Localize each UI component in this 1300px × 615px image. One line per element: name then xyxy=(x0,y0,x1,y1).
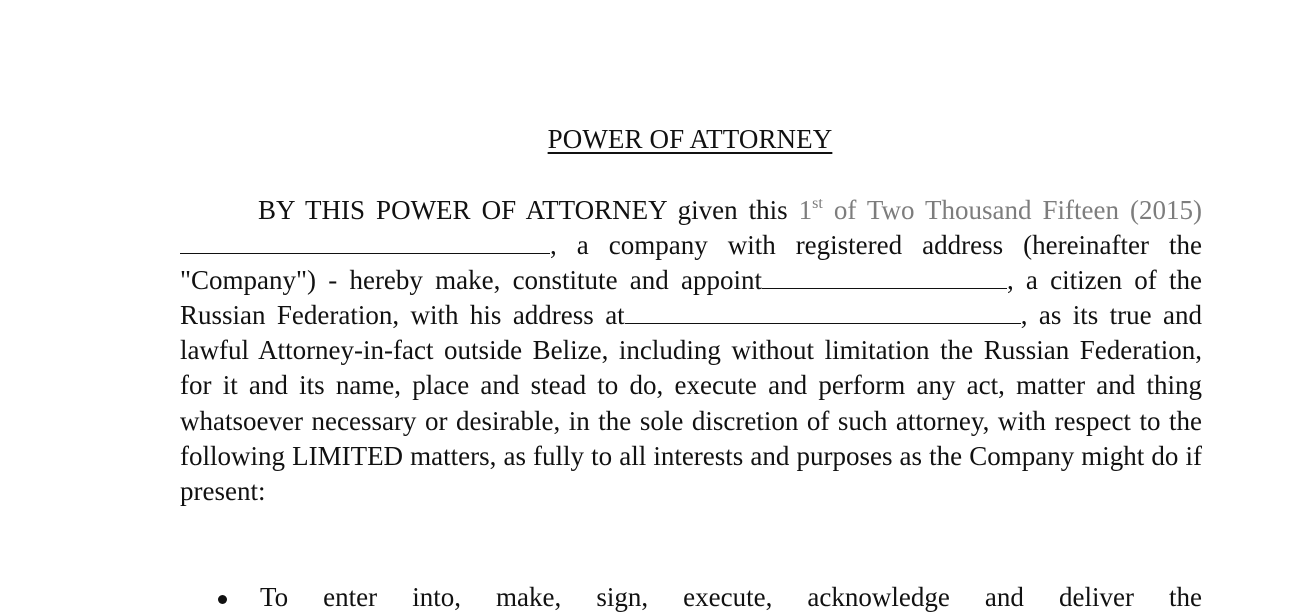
limited-matters-list xyxy=(212,580,1202,615)
company-name-blank xyxy=(180,229,550,254)
date-rest: of Two Thousand Fifteen (2015) xyxy=(822,195,1202,225)
intro-paragraph xyxy=(180,193,1202,509)
attorney-address-blank xyxy=(625,299,1021,324)
date-day-suffix: st xyxy=(812,195,823,212)
list-item-text: To enter into, make, sign, execute, acknowledge and deliver the xyxy=(260,582,1202,612)
attorney-clause-text: , a citizen of the Russian Federation, with his address at xyxy=(180,265,1202,331)
date-day: 1 xyxy=(798,195,813,225)
document-title: POWER OF ATTORNEY xyxy=(547,124,833,154)
document-body xyxy=(180,193,1202,509)
date-field xyxy=(799,195,1202,225)
company-clause-text: , a company with registered address (hereinafter the "Company") - hereby make, constitute and appoint xyxy=(180,230,1202,296)
list-item xyxy=(212,580,1202,615)
attorney-name-blank xyxy=(762,264,1007,289)
scope-clause-text: , as its true and lawful Attorney-in-fact outside Belize, including without limitation the Russian Federation, for it and its name, place and stead to do, execute and perform any act, matter and thing whatsoever necessary or desirable, in the sole discretion of such attorney, with respect to the following LIMITED matters, as fully to all interests and purposes as the Company might do if present: xyxy=(180,300,1202,506)
intro-lead-text: BY THIS POWER OF ATTORNEY given this xyxy=(258,195,799,225)
